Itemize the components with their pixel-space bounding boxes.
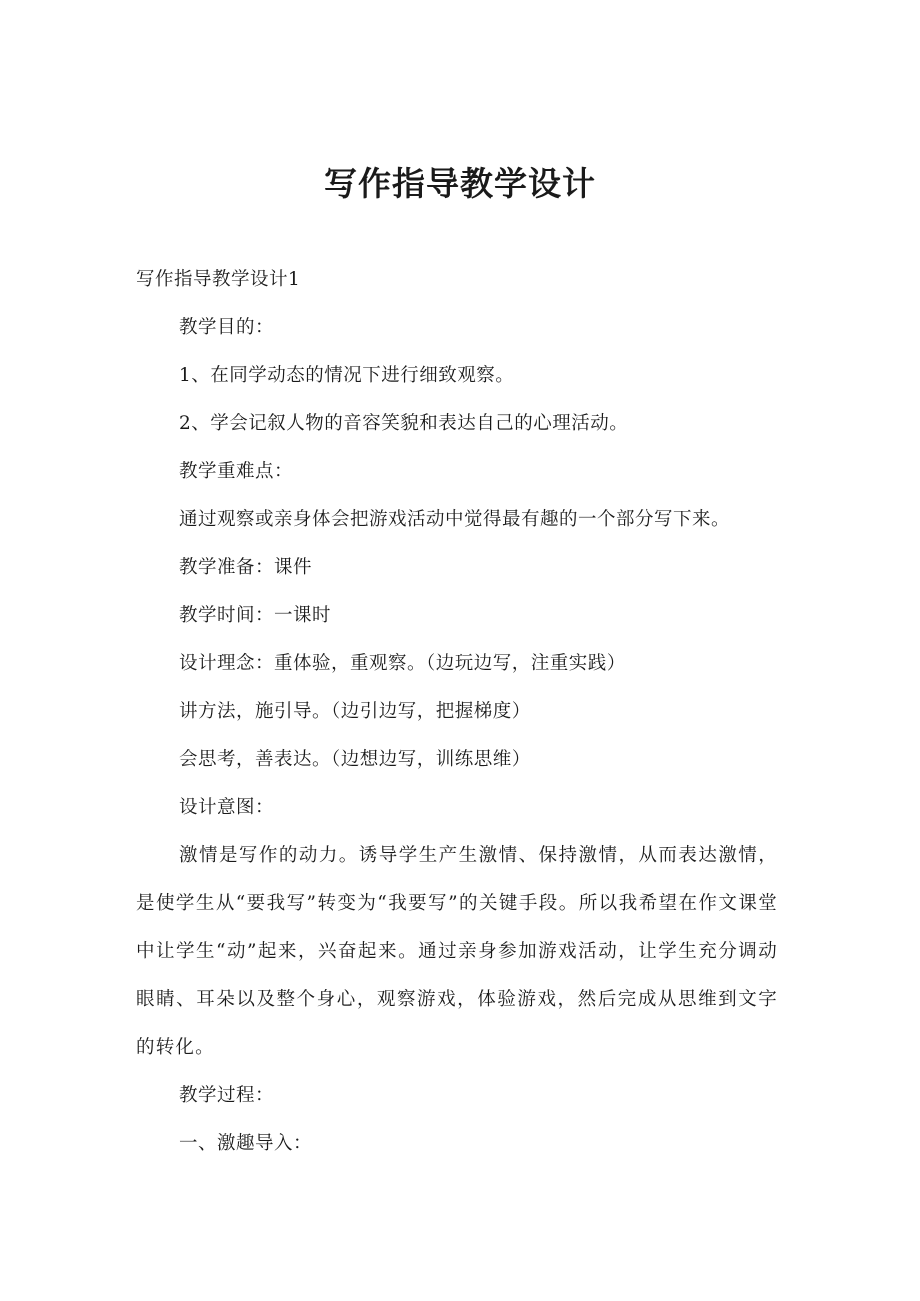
objective-item-2: 2、学会记叙人物的音容笑貌和表达自己的心理活动。 bbox=[179, 413, 629, 434]
concept-line-3: 会思考，善表达。（边想边写，训练思维） bbox=[179, 749, 531, 770]
objective-label: 教学目的： bbox=[179, 317, 275, 338]
document-body bbox=[136, 256, 778, 1168]
key-points-text: 通过观察或亲身体会把游戏活动中觉得最有趣的一个部分写下来。 bbox=[179, 509, 731, 530]
concept-line-1: 设计理念：重体验，重观察。（边玩边写，注重实践） bbox=[179, 653, 626, 674]
section-heading: 写作指导教学设计1 bbox=[136, 269, 301, 290]
process-step-1: 一、激趣导入： bbox=[179, 1133, 313, 1154]
intent-paragraph: 激情是写作的动力。诱导学生产生激情、保持激情，从而表达激情，是使学生从“要我写”转变为“我要写”的关键手段。所以我希望在作文课堂中让学生“动”起来，兴奋起来。通过亲身参加游戏活动，让学生充分调动眼睛、耳朵以及整个身心，观察游戏，体验游戏，然后完成从思维到文字的转化。 bbox=[136, 845, 778, 1058]
intent-label: 设计意图： bbox=[179, 797, 275, 818]
process-label: 教学过程： bbox=[179, 1085, 275, 1106]
document-title: 写作指导教学设计 bbox=[324, 164, 596, 203]
concept-line-2: 讲方法，施引导。（边引边写，把握梯度） bbox=[179, 701, 531, 722]
preparation-line: 教学准备：课件 bbox=[179, 557, 313, 578]
key-points-label: 教学重难点： bbox=[179, 461, 294, 482]
time-line: 教学时间：一课时 bbox=[179, 605, 332, 626]
objective-item-1: 1、在同学动态的情况下进行细致观察。 bbox=[179, 365, 515, 386]
